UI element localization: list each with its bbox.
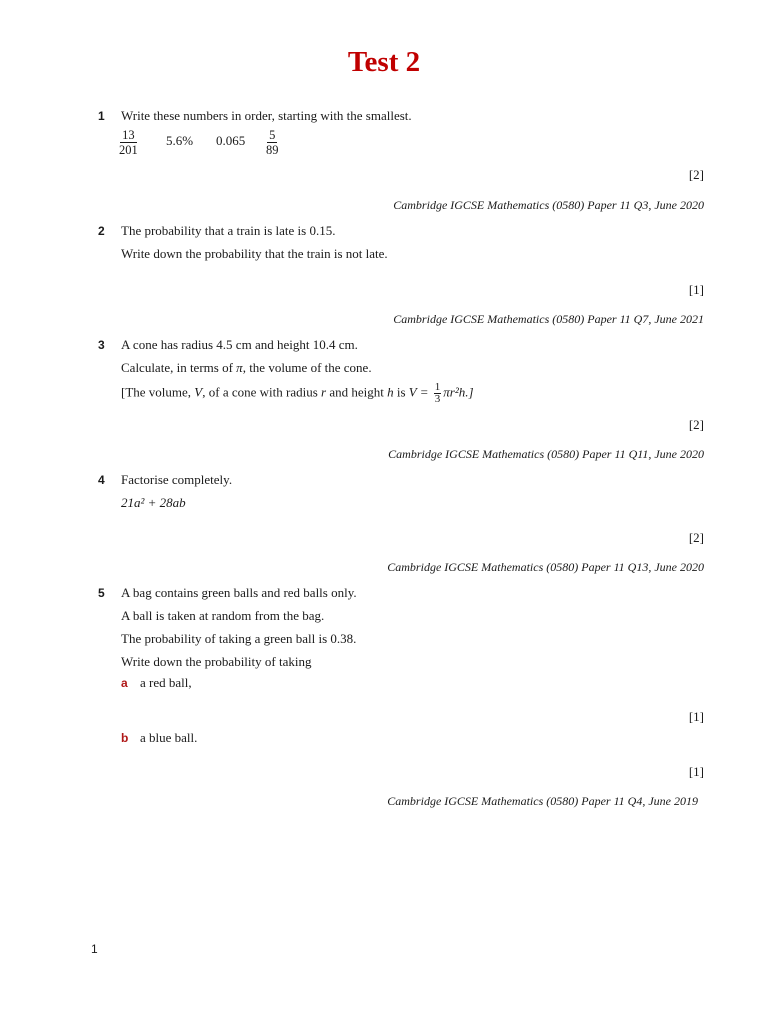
question-text: A ball is taken at random from the bag. bbox=[121, 608, 325, 623]
question-text: Calculate, in terms of π, the volume of the cone. bbox=[121, 360, 372, 375]
mark-allocation: [2] bbox=[688, 167, 704, 182]
question-source: Cambridge IGCSE Mathematics (0580) Paper 11 Q4, June 2019 bbox=[387, 794, 698, 808]
formula-text: [The volume, V, of a cone with radius r and height h is V = $\frac{1}{3}$ πr²h.] bbox=[121, 381, 474, 405]
mark-allocation: [2] bbox=[688, 417, 704, 432]
page-number: 1 bbox=[91, 942, 98, 956]
question-text: A bag contains green balls and red balls only. bbox=[121, 585, 357, 600]
fraction bbox=[119, 128, 138, 157]
question-text: Write these numbers in order, starting with the smallest. bbox=[121, 108, 412, 123]
question-text: A cone has radius 4.5 cm and height 10.4 cm. bbox=[121, 337, 358, 352]
part-text: a red ball, bbox=[140, 675, 192, 690]
mark-allocation: [1] bbox=[688, 709, 704, 724]
fraction-denominator: 201 bbox=[119, 143, 138, 157]
question-source: Cambridge IGCSE Mathematics (0580) Paper 11 Q11, June 2020 bbox=[388, 447, 704, 461]
question-text: Write down the probability that the train is not late. bbox=[121, 246, 388, 261]
question-text: The probability that a train is late is 0.15. bbox=[121, 223, 336, 238]
question-number: 2 bbox=[98, 224, 105, 238]
question-number: 1 bbox=[98, 109, 105, 123]
part-text: a blue ball. bbox=[140, 730, 198, 745]
fraction-numerator: 13 bbox=[122, 128, 135, 142]
expression: 21a² + 28ab bbox=[121, 495, 186, 510]
question-source: Cambridge IGCSE Mathematics (0580) Paper 11 Q7, June 2021 bbox=[393, 312, 704, 326]
part-letter: b bbox=[121, 731, 129, 745]
part-letter: a bbox=[121, 676, 128, 690]
fraction: $\frac{1}{3}$ bbox=[434, 381, 441, 405]
question-number: 3 bbox=[98, 338, 105, 352]
number-value: 0.065 bbox=[216, 133, 246, 148]
question-number: 5 bbox=[98, 586, 105, 600]
fraction-denominator: 89 bbox=[266, 143, 279, 157]
question-source: Cambridge IGCSE Mathematics (0580) Paper 11 Q3, June 2020 bbox=[393, 198, 704, 212]
question-source: Cambridge IGCSE Mathematics (0580) Paper 11 Q13, June 2020 bbox=[387, 560, 704, 574]
question-text: The probability of taking a green ball is 0.38. bbox=[121, 631, 357, 646]
page-title: Test 2 bbox=[347, 46, 421, 78]
number-value: 5.6% bbox=[166, 133, 194, 148]
mark-allocation: [2] bbox=[688, 530, 704, 545]
question-text: Write down the probability of taking bbox=[121, 654, 312, 669]
question-number: 4 bbox=[98, 473, 105, 487]
fraction-numerator: 5 bbox=[269, 128, 276, 142]
fraction bbox=[266, 128, 279, 157]
question-text: Factorise completely. bbox=[121, 472, 233, 487]
mark-allocation: [1] bbox=[688, 764, 704, 779]
mark-allocation: [1] bbox=[688, 282, 704, 297]
